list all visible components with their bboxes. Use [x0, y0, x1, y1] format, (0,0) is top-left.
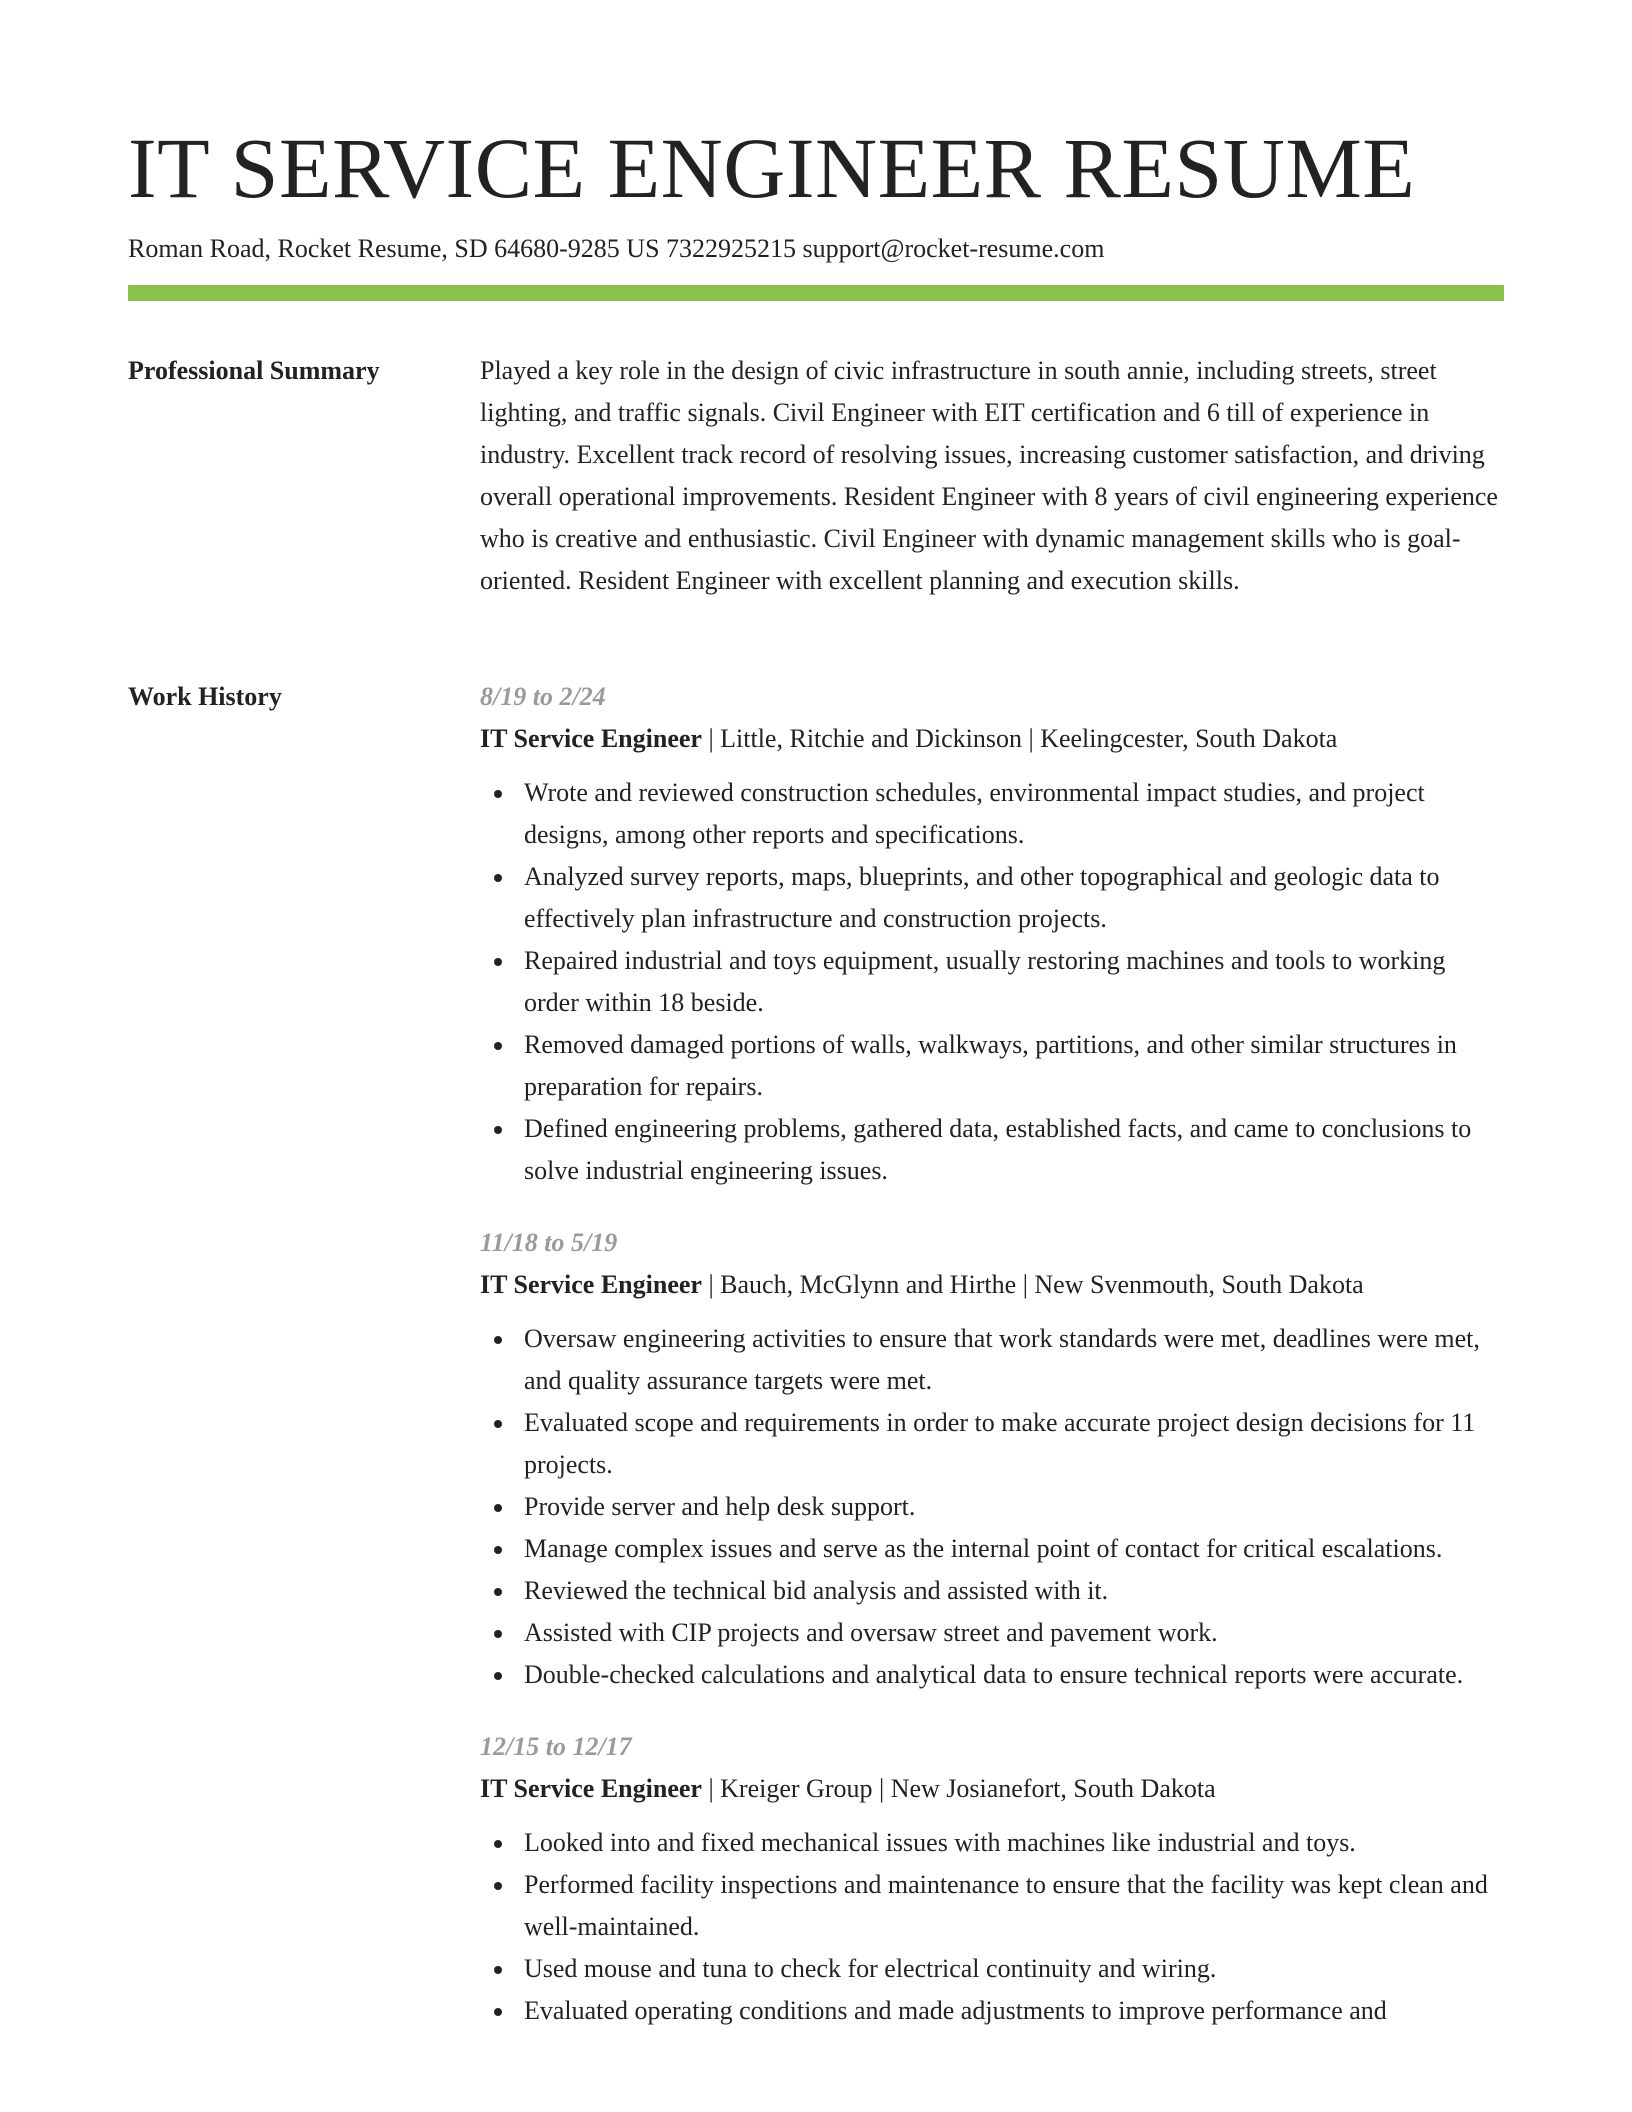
job-bullet: Reviewed the technical bid analysis and assisted with it.	[524, 1570, 1504, 1612]
job-bullet: Defined engineering problems, gathered data, established facts, and came to conclusions to solve industrial engineering issues.	[524, 1108, 1504, 1192]
job-bullet: Provide server and help desk support.	[524, 1486, 1504, 1528]
job-entry	[480, 676, 1504, 1192]
job-bullet: Double-checked calculations and analytical data to ensure technical reports were accurate.	[524, 1654, 1504, 1696]
job-bullet-list	[480, 772, 1504, 1192]
job-bullet: Oversaw engineering activities to ensure that work standards were met, deadlines were met, and quality assurance targets were met.	[524, 1318, 1504, 1402]
job-role: IT Service Engineer	[480, 1774, 702, 1803]
job-title-line	[480, 1768, 1504, 1810]
job-bullet: Performed facility inspections and maintenance to ensure that the facility was kept clean and well-maintained.	[524, 1864, 1504, 1948]
job-bullet: Assisted with CIP projects and oversaw street and pavement work.	[524, 1612, 1504, 1654]
job-company-location: | Kreiger Group | New Josianefort, South Dakota	[701, 1774, 1216, 1803]
job-bullet: Manage complex issues and serve as the internal point of contact for critical escalations.	[524, 1528, 1504, 1570]
resume-title: IT SERVICE ENGINEER RESUME	[128, 120, 1416, 216]
job-bullet: Evaluated scope and requirements in order to make accurate project design decisions for 11 projects.	[524, 1402, 1504, 1486]
work-history-list	[480, 676, 1504, 2062]
job-role: IT Service Engineer	[480, 724, 702, 753]
job-bullet: Repaired industrial and toys equipment, usually restoring machines and tools to working order within 18 beside.	[524, 940, 1504, 1024]
job-company-location: | Little, Ritchie and Dickinson | Keelingcester, South Dakota	[701, 724, 1338, 753]
job-entry	[480, 1222, 1504, 1696]
job-dates: 11/18 to 5/19	[480, 1228, 618, 1257]
job-bullet: Looked into and fixed mechanical issues with machines like industrial and toys.	[524, 1822, 1504, 1864]
job-bullet: Used mouse and tuna to check for electrical continuity and wiring.	[524, 1948, 1504, 1990]
job-bullet: Analyzed survey reports, maps, blueprints, and other topographical and geologic data to effectively plan infrastructure and construction projects.	[524, 856, 1504, 940]
professional-summary-text: Played a key role in the design of civic infrastructure in south annie, including streets, street lighting, and traffic signals. Civil Engineer with EIT certification and 6 till of experience in industry. Excellent track record of resolving issues, increasing customer satisfaction, and driving overall operational improvements. Resident Engineer with 8 years of civil engineering experience who is creative and enthusiastic. Civil Engineer with dynamic management skills who is goal-oriented. Resident Engineer with excellent planning and execution skills.	[480, 356, 1498, 595]
job-bullet-list	[480, 1822, 1504, 2032]
job-dates: 8/19 to 2/24	[480, 682, 606, 711]
job-bullet-list	[480, 1318, 1504, 1696]
job-company-location: | Bauch, McGlynn and Hirthe | New Svenmouth, South Dakota	[701, 1270, 1364, 1299]
header-accent-rule	[128, 285, 1504, 301]
job-dates: 12/15 to 12/17	[480, 1732, 632, 1761]
job-bullet: Wrote and reviewed construction schedules, environmental impact studies, and project designs, among other reports and specifications.	[524, 772, 1504, 856]
section-label-professional-summary: Professional Summary	[128, 356, 380, 385]
job-entry	[480, 1726, 1504, 2032]
job-title-line	[480, 718, 1504, 760]
contact-line: Roman Road, Rocket Resume, SD 64680-9285 US 7322925215 support@rocket-resume.com	[128, 234, 1105, 263]
section-label-work-history: Work History	[128, 682, 282, 711]
job-bullet: Removed damaged portions of walls, walkways, partitions, and other similar structures in preparation for repairs.	[524, 1024, 1504, 1108]
job-title-line	[480, 1264, 1504, 1306]
job-role: IT Service Engineer	[480, 1270, 702, 1299]
job-bullet: Evaluated operating conditions and made adjustments to improve performance and	[524, 1990, 1504, 2032]
